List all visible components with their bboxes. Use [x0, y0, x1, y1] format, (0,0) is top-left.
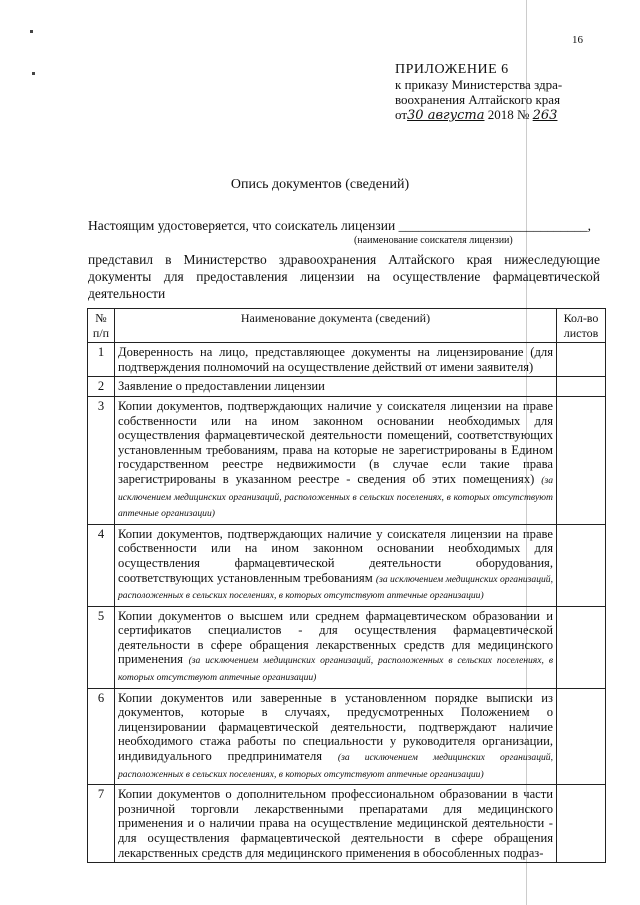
appendix-title: ПРИЛОЖЕНИЕ 6: [395, 62, 509, 77]
document-title: Опись документов (сведений): [230, 177, 410, 192]
row-document-name: [115, 377, 557, 397]
row-number: 4: [88, 524, 115, 606]
intro-line: Настоящим удостоверяется, что соискатель лицензии ____________________________,: [88, 218, 591, 233]
row-number: 2: [88, 377, 115, 397]
row-sheet-count: [557, 396, 606, 524]
scan-speck: [32, 72, 35, 75]
table-row: [88, 524, 606, 606]
applicant-caption: (наименование соискателя лицензии): [354, 235, 513, 246]
appendix-header: [395, 62, 595, 123]
table-row: [88, 377, 606, 397]
row-note: (за исключением медицинских организаций, расположенных в сельских поселениях, в которых отсутствуют аптечные организации): [118, 474, 553, 520]
row-text: Копии документов о высшем или среднем фармацевтическом образовании и сертификатов специалистов - для осуществления фармацевтической деятельности в сфере обращения лекарственных средств для медицинского применения: [118, 608, 553, 667]
table-row: [88, 606, 606, 688]
row-text: Копии документов или заверенные в установленном порядке выписки из документов, которые в случаях, предусмотренных Положением о лицензировании фармацевтической деятельности, подтверждают наличие необходимого стажа работы по специальности у руководителя организации, индивидуального предпринимателя: [118, 690, 553, 764]
appendix-line-1: к приказу Министерства здра-: [395, 77, 563, 92]
row-number: 1: [88, 343, 115, 377]
row-document-name: [115, 524, 557, 606]
row-number: 3: [88, 396, 115, 524]
row-text: Доверенность на лицо, представляющее документы на лицензирование (для подтверждения полномочий на осуществление действий от имени заявителя): [118, 345, 553, 374]
row-sheet-count: [557, 606, 606, 688]
row-document-name: [115, 688, 557, 785]
appendix-date-line: [395, 107, 595, 123]
row-text: Копии документов, подтверждающих наличие у соискателя лицензии на праве собственности или на ином законном основании необходимых для осуществления фармацевтической деятельности оборудования, соответствующих установленным требованиям: [118, 526, 553, 585]
table-row: [88, 396, 606, 524]
intro-paragraph: представил в Министерство здравоохранения Алтайского края нижеследующие документы для предоставления лицензии на осуществление фармацевтической деятельности: [88, 252, 600, 301]
table-row: [88, 343, 606, 377]
row-sheet-count: [557, 785, 606, 863]
row-number: 6: [88, 688, 115, 785]
row-document-name: [115, 343, 557, 377]
year-number-label: 2018 №: [487, 107, 530, 122]
row-note: (за исключением медицинских организаций, расположенных в сельских поселениях, в которых отсутствуют аптечные организации): [118, 752, 554, 780]
header-document-name: Наименование документа (сведений): [115, 309, 557, 343]
row-text: Копии документов о дополнительном профессиональном образовании в части розничной торговли лекарственными препаратами для медицинского применения и о наличии права на осуществление медицинской деятельности - для осуществления фармацевтической деятельности в сфере обращения лекарственных средств для медицинского применения в обособленных подраз-: [118, 787, 553, 860]
row-note: (за исключением медицинских организаций, расположенных в сельских поселениях, в которых отсутствуют аптечные организации): [118, 573, 553, 602]
row-text: Копии документов, подтверждающих наличие у соискателя лицензии на праве собственности или на ином законном основании необходимых для осуществления фармацевтической деятельности помещений, соответствующих установленным требованиям, права на которые не зарегистрированы в Едином государственном реестре недвижимости (в случае если такие права зарегистрированы в указанном реестре - сведения об этих помещениях): [118, 398, 553, 486]
row-sheet-count: [557, 688, 606, 785]
page-number: 16: [572, 34, 583, 46]
row-sheet-count: [557, 377, 606, 397]
row-number: 5: [88, 606, 115, 688]
row-document-name: [115, 785, 557, 863]
row-note: (за исключением медицинских организаций, расположенных в сельских поселениях, в которых отсутствуют аптечные организации): [118, 655, 554, 684]
table-row: [88, 785, 606, 863]
scan-speck: [30, 30, 33, 33]
handwritten-order-number: 263: [532, 108, 558, 123]
row-sheet-count: [557, 524, 606, 606]
row-text: Заявление о предоставлении лицензии: [118, 379, 325, 394]
documents-table: [87, 308, 606, 863]
row-number: 7: [88, 785, 115, 863]
header-sheet-count: Кол-во листов: [557, 309, 606, 343]
row-sheet-count: [557, 343, 606, 377]
date-prefix: от: [395, 107, 408, 122]
table-row: [88, 688, 606, 785]
header-number: № п/п: [88, 309, 115, 343]
appendix-line-2: воохранения Алтайского края: [395, 92, 561, 107]
row-document-name: [115, 396, 557, 524]
row-document-name: [115, 606, 557, 688]
table-header-row: [88, 309, 606, 343]
handwritten-date: 30 августа: [407, 108, 485, 123]
